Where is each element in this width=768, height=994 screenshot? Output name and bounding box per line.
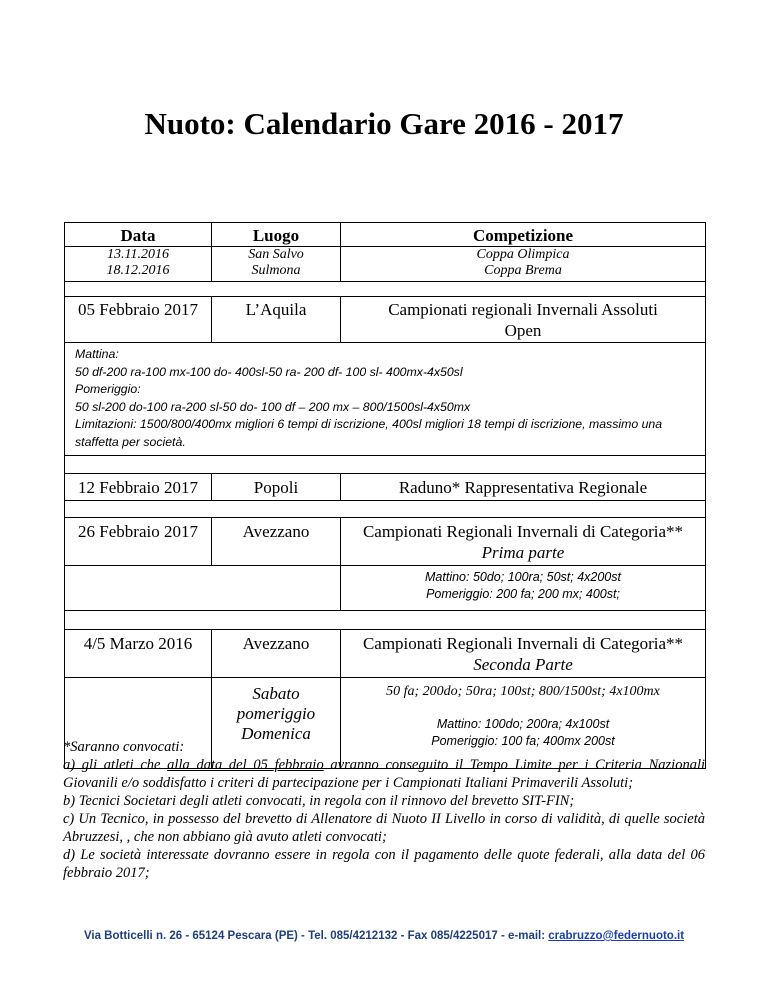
event-competition-cell — [341, 518, 706, 566]
spacer-row — [65, 501, 706, 518]
event-subtitle: Seconda Parte — [473, 655, 573, 674]
footer-email-link[interactable]: crabruzzo@federnuoto.it — [548, 930, 685, 942]
details-line: Mattino: 100do; 200ra; 4x100st — [436, 717, 610, 731]
event-row — [65, 474, 706, 501]
event-details-row — [65, 343, 706, 456]
note-a: a) gli atleti che alla data del 05 febbraio avranno conseguito il Tempo Limite per i Criteria Nazionali Giovanili e/o soddisfatto i criteri di partecipazione per i Campionati Italiani Primaverili Assoluti; — [63, 757, 706, 791]
details-line: Pomeriggio: 100 fa; 400mx 200st — [431, 734, 615, 748]
early-date: 13.11.2016 — [107, 247, 169, 262]
event-date: 05 Febbraio 2017 — [65, 297, 212, 343]
header-data: Data — [65, 223, 212, 247]
event-place: Avezzano — [212, 518, 341, 566]
early-dates-cell — [65, 247, 212, 282]
details-line: Pomeriggio: — [75, 382, 141, 396]
event-competition: Campionati Regionali Invernali di Categoria** — [362, 522, 684, 541]
sunday-label: Domenica — [241, 724, 311, 743]
spacer-row — [65, 282, 706, 297]
event-details — [65, 343, 706, 456]
event-competition-cell — [341, 630, 706, 678]
notes-intro: *Saranno convocati: — [63, 739, 185, 755]
early-competitions-cell — [341, 247, 706, 282]
event-competition: Campionati Regionali Invernali di Categoria** — [362, 634, 684, 653]
footer — [0, 930, 768, 942]
details-line: Limitazioni: 1500/800/400mx migliori 6 tempi di iscrizione, 400sl migliori 18 tempi di iscrizione, massimo una staffetta per società. — [75, 417, 663, 449]
header-competizione: Competizione — [341, 223, 706, 247]
footer-address: Via Botticelli n. 26 - 65124 Pescara (PE) - Tel. 085/4212132 - Fax 085/4225017 - e-mail: — [83, 930, 549, 942]
event-date: 12 Febbraio 2017 — [65, 474, 212, 501]
event-row — [65, 297, 706, 343]
event-subtitle: Prima parte — [481, 543, 565, 562]
early-competition: Coppa Olimpica — [476, 247, 570, 262]
note-d: d) Le società interessate dovranno essere in regola con il pagamento delle quote federali, alla data del 06 febbraio 2017; — [63, 847, 705, 881]
early-competition: Coppa Brema — [484, 263, 562, 278]
details-line: 50 sl-200 do-100 ra-200 sl-50 do- 100 df – 200 mx – 800/1500sl-4x50mx — [75, 399, 471, 414]
event-competition: Raduno* Rappresentativa Regionale — [341, 474, 706, 501]
event-row — [65, 518, 706, 566]
spacer-row — [65, 611, 706, 630]
spacer-row — [65, 456, 706, 474]
event-place: Avezzano — [212, 630, 341, 678]
details-line: Mattino: 50do; 100ra; 50st; 4x200st — [425, 570, 621, 584]
event-row — [65, 630, 706, 678]
early-place: Sulmona — [251, 263, 301, 278]
page-title: Nuoto: Calendario Gare 2016 - 2017 — [144, 106, 624, 141]
event-date: 4/5 Marzo 2016 — [65, 630, 212, 678]
event-date: 26 Febbraio 2017 — [65, 518, 212, 566]
note-b: b) Tecnici Societari degli atleti convocati, in regola con il rinnovo del brevetto SIT-FIN; — [63, 793, 575, 809]
event-competition: Campionati regionali Invernali Assoluti Open — [341, 297, 706, 343]
details-line: Pomeriggio: 200 fa; 200 mx; 400st; — [426, 587, 620, 601]
details-line: 50 df-200 ra-100 mx-100 do- 400sl-50 ra- 200 df- 100 sl- 400mx-4x50sl — [75, 364, 463, 379]
notes-section — [63, 738, 705, 882]
note-c: c) Un Tecnico, in possesso del brevetto di Allenatore di Nuoto II Livello in corso di validità, di quelle società Abruzzesi, , che non abbiano già avuto atleti convocati; — [63, 811, 705, 845]
early-place: San Salvo — [248, 247, 304, 262]
calendar-table — [64, 222, 706, 769]
details-line: Mattina: — [75, 347, 119, 361]
early-events-row — [65, 247, 706, 282]
event-details — [341, 566, 706, 611]
header-row — [65, 223, 706, 247]
saturday-label: Sabato pomeriggio — [236, 684, 316, 723]
event-place: Popoli — [212, 474, 341, 501]
event-place: L’Aquila — [212, 297, 341, 343]
early-places-cell — [212, 247, 341, 282]
early-date: 18.12.2016 — [106, 263, 170, 278]
header-luogo: Luogo — [212, 223, 341, 247]
saturday-details: 50 fa; 200do; 50ra; 100st; 800/1500st; 4x100mx — [386, 684, 660, 699]
event-details-row — [65, 566, 706, 611]
